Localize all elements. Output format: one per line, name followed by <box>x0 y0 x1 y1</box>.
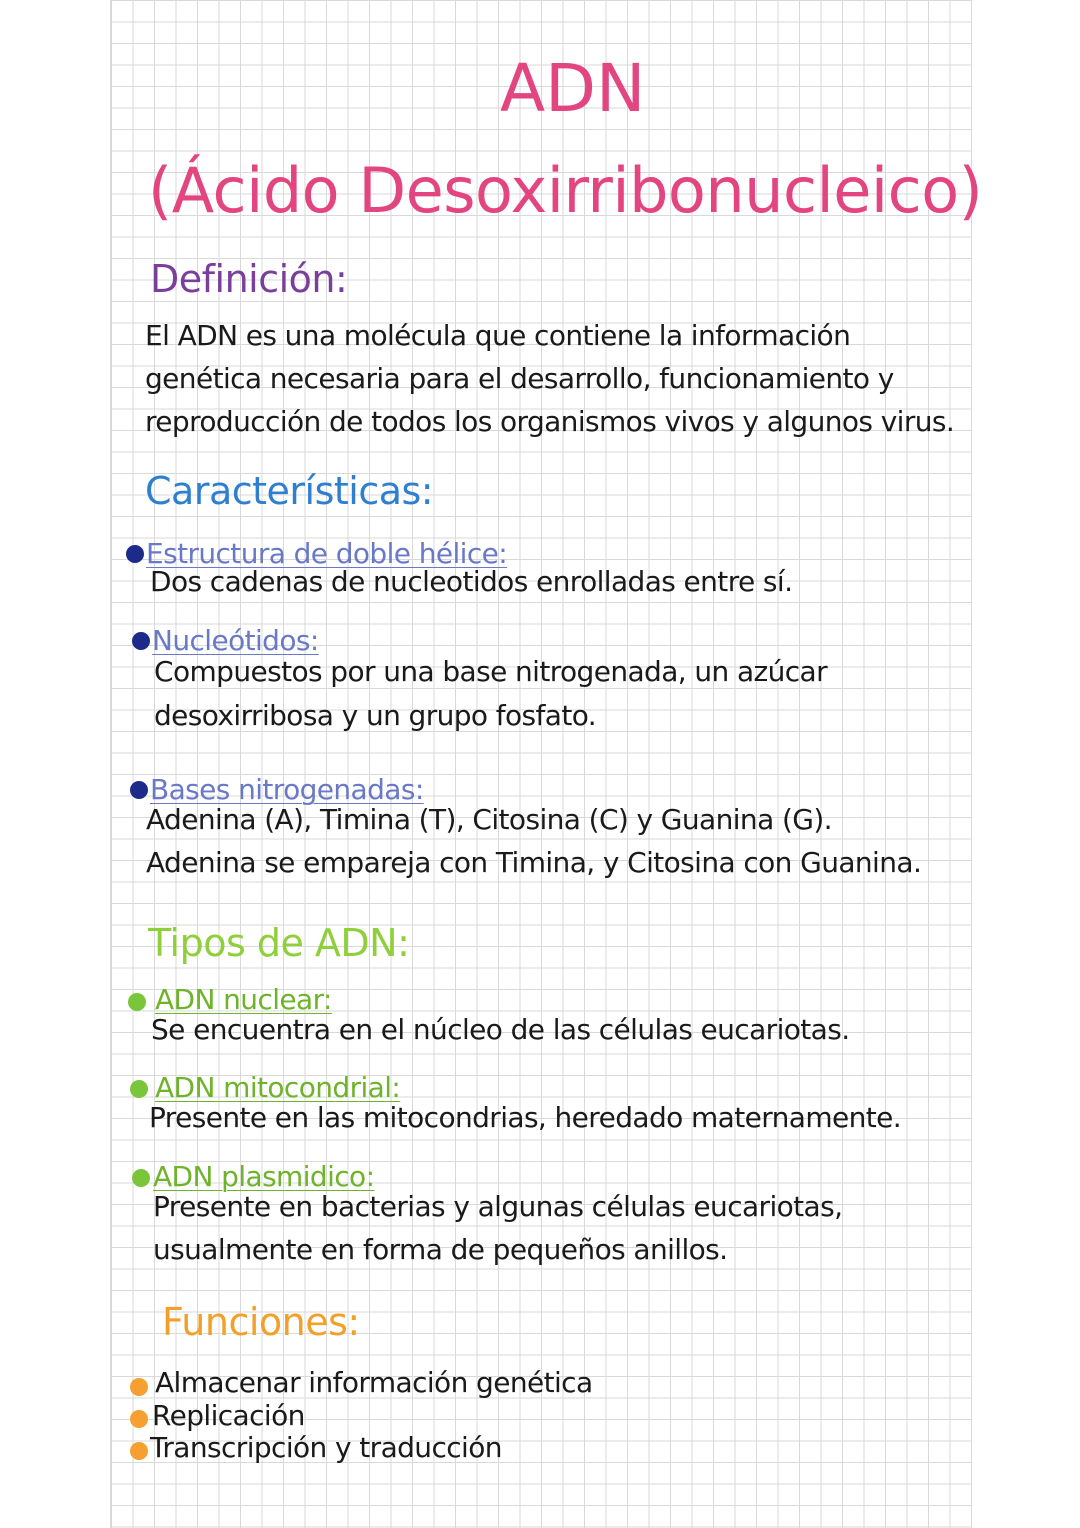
bullet-dot <box>126 545 144 563</box>
bullet-dot <box>132 1169 150 1187</box>
type-label: ADN mitocondrial: <box>155 1071 401 1104</box>
type-description: usualmente en forma de pequeños anillos. <box>153 1233 728 1266</box>
bullet-dot <box>130 1378 148 1396</box>
function-item: Replicación <box>152 1399 305 1432</box>
bullet-dot <box>132 632 150 650</box>
bullet-dot <box>130 1080 148 1098</box>
characteristic-label: Estructura de doble hélice: <box>146 537 508 570</box>
function-item: Transcripción y traducción <box>150 1431 502 1464</box>
characteristic-description: Compuestos por una base nitrogenada, un azúcar <box>154 655 828 688</box>
page-title: ADN <box>500 50 646 127</box>
bullet-dot <box>128 993 146 1011</box>
definition-line: El ADN es una molécula que contiene la información <box>145 319 851 352</box>
functions-heading: Funciones: <box>162 1300 360 1344</box>
definition-line: genética necesaria para el desarrollo, funcionamiento y <box>145 362 894 395</box>
definition-line: reproducción de todos los organismos vivos y algunos virus. <box>145 405 955 438</box>
type-description: Presente en bacterias y algunas células eucariotas, <box>153 1190 843 1223</box>
characteristic-label: Bases nitrogenadas: <box>150 773 424 806</box>
type-description: Se encuentra en el núcleo de las células eucariotas. <box>151 1013 850 1046</box>
characteristic-description: Adenina (A), Timina (T), Citosina (C) y Guanina (G). <box>146 803 832 836</box>
characteristic-description: Adenina se empareja con Timina, y Citosina con Guanina. <box>146 846 922 879</box>
bullet-dot <box>130 781 148 799</box>
types-heading: Tipos de ADN: <box>148 921 410 965</box>
definition-heading: Definición: <box>150 257 348 301</box>
type-label: ADN nuclear: <box>155 983 332 1016</box>
bullet-dot <box>130 1410 148 1428</box>
page-subtitle: (Ácido Desoxirribonucleico) <box>148 154 983 227</box>
function-item: Almacenar información genética <box>155 1366 593 1399</box>
bullet-dot <box>130 1442 148 1460</box>
characteristic-description: desoxirribosa y un grupo fosfato. <box>154 699 597 732</box>
type-description: Presente en las mitocondrias, heredado maternamente. <box>149 1101 902 1134</box>
characteristic-description: Dos cadenas de nucleotidos enrolladas entre sí. <box>150 565 793 598</box>
grid-paper-background <box>110 0 972 1528</box>
type-label: ADN plasmidico: <box>153 1160 375 1193</box>
characteristics-heading: Características: <box>145 469 434 513</box>
characteristic-label: Nucleótidos: <box>152 624 319 657</box>
